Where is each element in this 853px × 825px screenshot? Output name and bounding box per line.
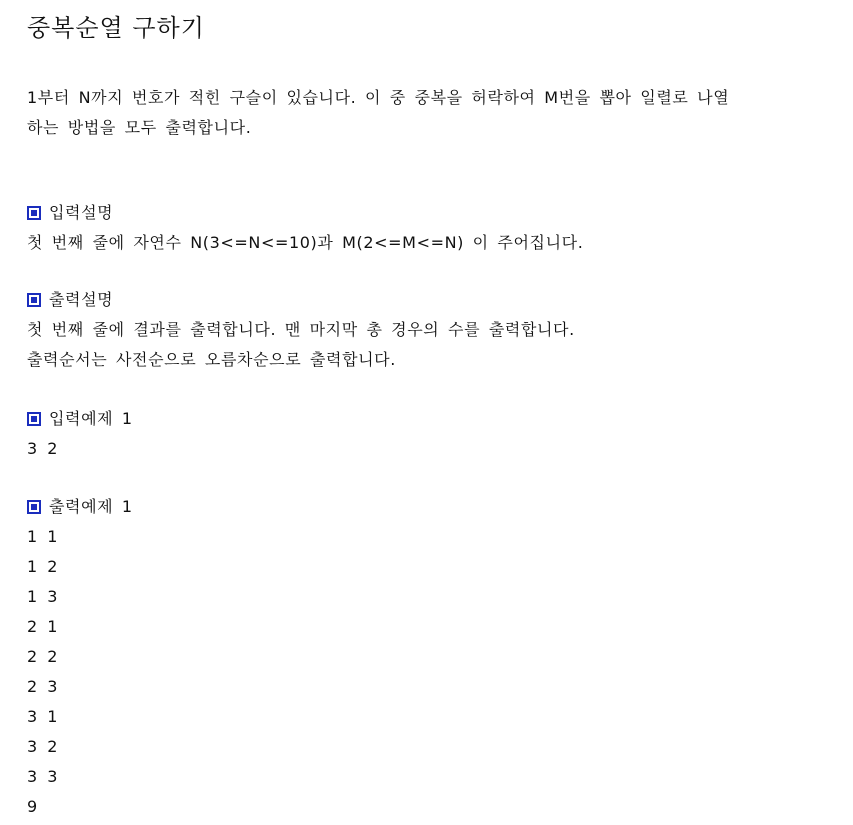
square-bullet-icon	[27, 206, 41, 220]
page-title: 중복순열 구하기	[27, 14, 205, 42]
example-line: 1 3	[27, 587, 59, 606]
example-line: 3 2	[27, 439, 59, 458]
example-line: 3 1	[27, 707, 59, 726]
section-heading	[27, 198, 583, 228]
example-line: 2 1	[27, 617, 59, 636]
example-line: 9	[27, 797, 39, 816]
section-text: 첫 번째 줄에 자연수 N(3<=N<=10)과 M(2<=M<=N) 이 주어집니다.	[27, 233, 584, 252]
section-heading-label: 입력설명	[49, 203, 114, 222]
example-line: 2 3	[27, 677, 59, 696]
description-line: 1부터 N까지 번호가 적힌 구슬이 있습니다. 이 중 중복을 허락하여 M번을 뽑아 일렬로 나열	[27, 88, 730, 107]
square-bullet-icon	[27, 500, 41, 514]
example-line: 1 1	[27, 527, 59, 546]
input-example-section	[27, 404, 133, 464]
square-bullet-icon	[27, 293, 41, 307]
section-heading	[27, 285, 575, 315]
input-description-section	[27, 198, 583, 258]
section-heading	[27, 404, 133, 434]
problem-description	[27, 83, 831, 143]
section-heading-label: 출력예제 1	[49, 497, 133, 516]
output-example-section	[27, 492, 133, 822]
section-heading-label: 출력설명	[49, 290, 114, 309]
example-line: 3 3	[27, 767, 59, 786]
output-description-section	[27, 285, 575, 375]
section-text: 첫 번째 줄에 결과를 출력합니다. 맨 마지막 총 경우의 수를 출력합니다.	[27, 320, 575, 339]
example-line: 2 2	[27, 647, 59, 666]
example-line: 1 2	[27, 557, 59, 576]
square-bullet-icon	[27, 412, 41, 426]
description-line: 하는 방법을 모두 출력합니다.	[27, 118, 252, 137]
section-heading	[27, 492, 133, 522]
section-heading-label: 입력예제 1	[49, 409, 133, 428]
example-line: 3 2	[27, 737, 59, 756]
section-text: 출력순서는 사전순으로 오름차순으로 출력합니다.	[27, 350, 396, 369]
